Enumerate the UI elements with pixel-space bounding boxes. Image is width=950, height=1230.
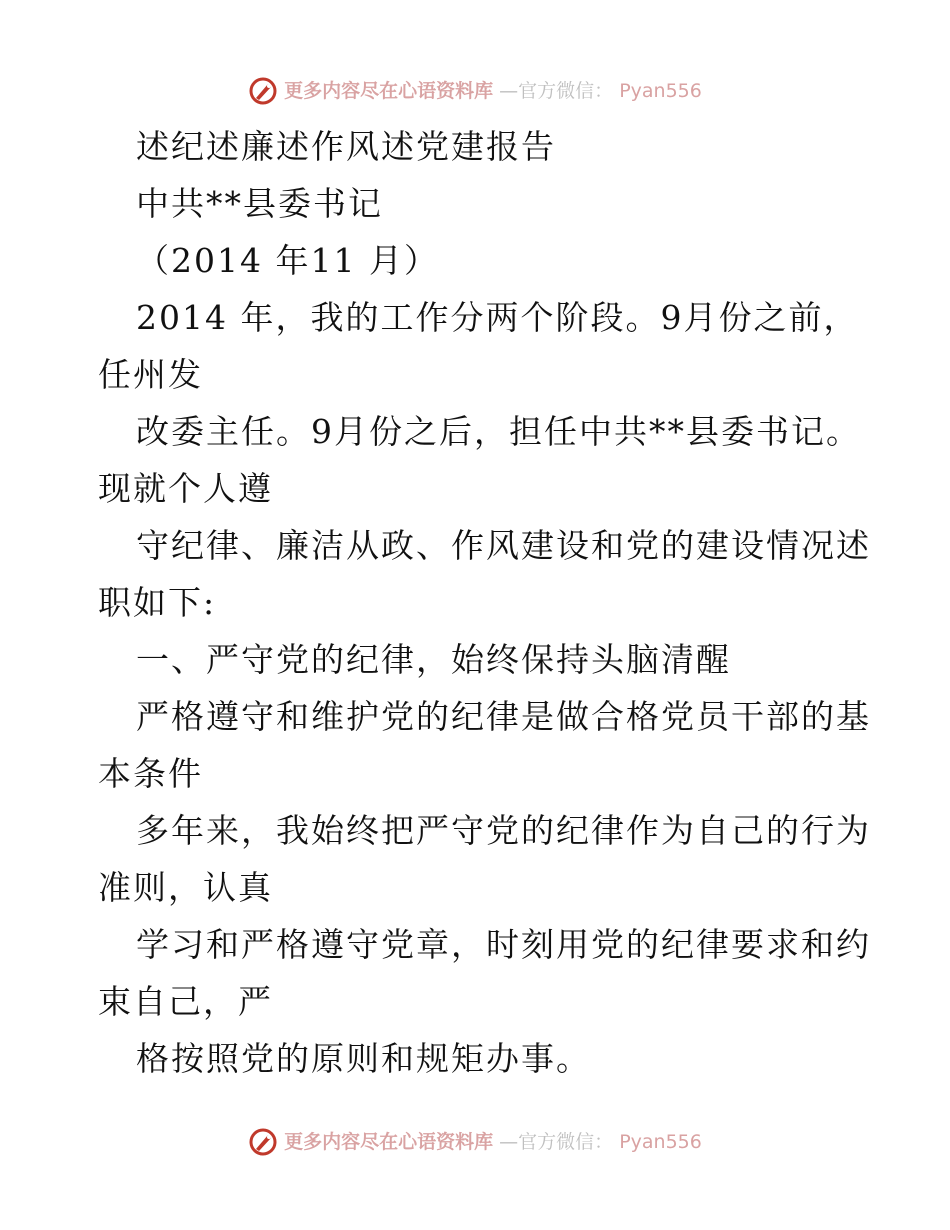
document-body xyxy=(98,118,888,1087)
document-title: 述纪述廉述作风述党建报告 xyxy=(136,127,556,166)
paragraph-line: 学习和严格遵守党章，时刻用党的纪律要求和约 xyxy=(136,925,871,964)
paragraph-line: 准则，认真 xyxy=(98,868,273,907)
watermark-sub-text: —官方微信： xyxy=(499,80,614,102)
section-heading: 一、严守党的纪律，始终保持头脑清醒 xyxy=(136,640,731,679)
document-date: （2014 年11 月） xyxy=(136,241,439,280)
paragraph-line: 改委主任。9月份之后，担任中共**县委书记。 xyxy=(136,412,861,451)
document-author: 中共**县委书记 xyxy=(136,184,383,223)
paragraph-line: 束自己，严 xyxy=(98,982,273,1021)
pen-nib-icon xyxy=(248,1127,278,1157)
paragraph-line: 2014 年，我的工作分两个阶段。9月份之前， xyxy=(136,298,859,337)
paragraph-line: 现就个人遵 xyxy=(98,469,273,508)
paragraph-line: 守纪律、廉洁从政、作风建设和党的建设情况述 xyxy=(136,526,871,565)
watermark-main-text: 更多内容尽在心语资料库 xyxy=(284,80,494,102)
watermark-main-text: 更多内容尽在心语资料库 xyxy=(284,1131,494,1153)
watermark-sub-text: —官方微信： xyxy=(499,1131,614,1153)
paragraph-line: 本条件 xyxy=(98,754,203,793)
watermark-id-text: Pyan556 xyxy=(619,80,702,102)
watermark-header xyxy=(0,76,950,106)
paragraph-line: 格按照党的原则和规矩办事。 xyxy=(136,1039,591,1078)
paragraph-line: 职如下: xyxy=(98,583,217,622)
watermark-footer xyxy=(0,1127,950,1157)
paragraph-line: 严格遵守和维护党的纪律是做合格党员干部的基 xyxy=(136,697,871,736)
pen-nib-icon xyxy=(248,76,278,106)
paragraph-line: 任州发 xyxy=(98,355,203,394)
watermark-id-text: Pyan556 xyxy=(619,1131,702,1153)
paragraph-line: 多年来，我始终把严守党的纪律作为自己的行为 xyxy=(136,811,871,850)
